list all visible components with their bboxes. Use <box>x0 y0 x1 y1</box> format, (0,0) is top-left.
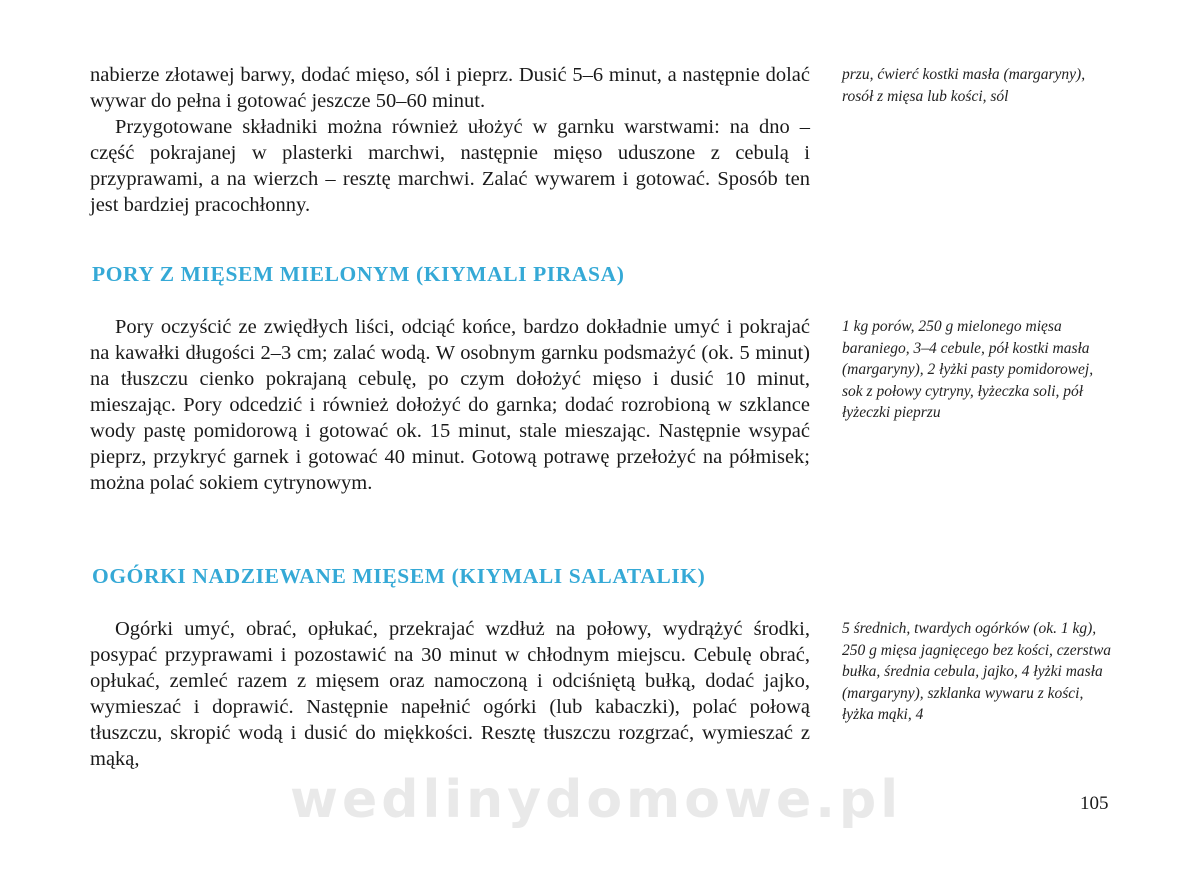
intro-ingredients-side: przu, ćwierć kostki masła (margaryny), rosół z mięsa lub kości, sól <box>842 66 1086 105</box>
recipe-text-ogorki-block <box>90 616 810 772</box>
intro-paragraph-continued: nabierze złotawej barwy, dodać mięso, sól i pieprz. Dusić 5–6 minut, a następnie dolać wywar do pełna i gotować jeszcze 50–60 minut. <box>90 64 810 112</box>
recipe-ingredients-pory: 1 kg porów, 250 g mielonego mięsa baraniego, 3–4 cebule, pół kostki masła (margaryny), 2 łyżki pasty pomidorowej, sok z połowy cytryny, łyżeczka soli, pół łyżeczki pieprzu <box>842 318 1094 421</box>
page-number: 105 <box>1080 793 1109 814</box>
recipe-title-pory: PORY Z MIĘSEM MIELONYM (KIYMALI PIRASA) <box>92 262 625 286</box>
recipe-text-pory-block <box>90 314 810 496</box>
watermark: wedlinydomowe.pl <box>290 770 903 830</box>
recipe-text-pory: Pory oczyścić ze zwiędłych liści, odciąć końce, bardzo dokładnie umyć i pokrajać na kawałki długości 2–3 cm; zalać wodą. W osobnym garnku podsmażyć (ok. 5 minut) na tłuszczu cienko pokrajaną cebulę, po czym dołożyć mięso i dusić 10 minut, mieszając. Pory odcedzić i również dołożyć do garnka; dodać rozrobioną w szklance wody pastę pomidorową i gotować ok. 15 minut, stale mieszając. Następnie wsypać pieprz, przykryć garnek i gotować 40 minut. Gotową potrawę przełożyć na półmisek; można polać sokiem cytrynowym. <box>90 316 810 494</box>
intro-paragraph-layers: Przygotowane składniki można również ułożyć w garnku warstwami: na dno – część pokrajanej w plasterki marchwi, następnie mięso uduszone z cebulą i przyprawami, a na wierzch – resztę marchwi. Zalać wywarem i gotować. Sposób ten jest bardziej pracochłonny. <box>90 116 810 216</box>
recipe-text-ogorki: Ogórki umyć, obrać, opłukać, przekrajać wzdłuż na połowy, wydrążyć środki, posypać przyprawami i pozostawić na 30 minut w chłodnym miejscu. Cebulę obrać, opłukać, zemleć razem z mięsem oraz namoczoną i odciśniętą bułką, dodać jajko, wymieszać i doprawić. Następnie napełnić ogórki (lub kabaczki), polać połową tłuszczu, skropić wodą i dusić do miękkości. Resztę tłuszczu rozgrzać, wymieszać z mąką, <box>90 618 810 770</box>
recipe-ingredients-ogorki: 5 średnich, twardych ogórków (ok. 1 kg), 250 g mięsa jagnięcego bez kości, czerstwa bułka, średnia cebula, jajko, 4 łyżki masła (margaryny), szklanka wywaru z kości, łyżka mąki, 4 <box>842 620 1112 723</box>
recipe-title-ogorki: OGÓRKI NADZIEWANE MIĘSEM (KIYMALI SALATALIK) <box>92 564 706 588</box>
intro-text-block <box>90 62 810 218</box>
